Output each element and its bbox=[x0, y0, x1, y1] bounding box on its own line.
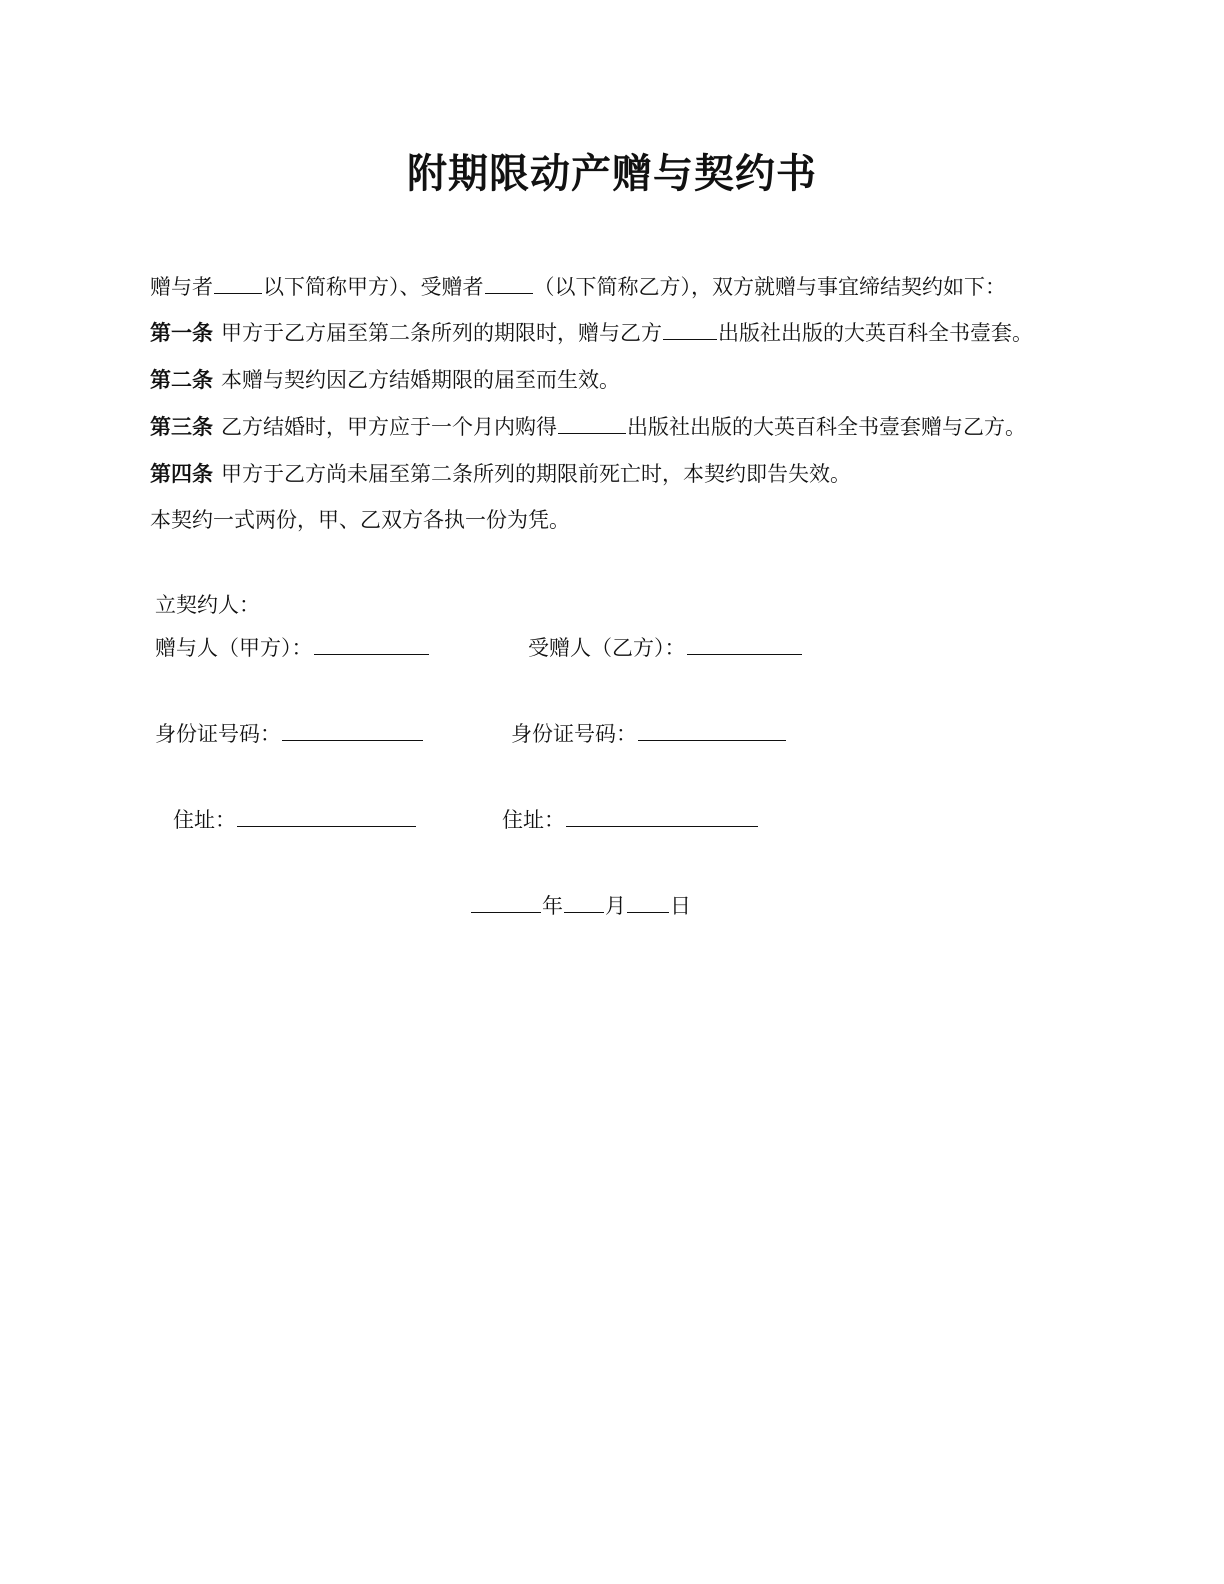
date-line bbox=[470, 891, 691, 921]
donee-id-label: 身份证号码： bbox=[511, 722, 637, 746]
donor-label: 赠与人（甲方）： bbox=[155, 636, 313, 660]
donor-name-blank bbox=[214, 273, 262, 294]
signatories-heading: 立契约人： bbox=[155, 593, 260, 617]
donee-signature-blank bbox=[687, 634, 802, 655]
document-title: 附期限动产赠与契约书 bbox=[407, 151, 817, 197]
publisher-blank-2 bbox=[558, 413, 626, 434]
article-3-text-a: 乙方结婚时，甲方应于一个月内购得 bbox=[221, 415, 557, 439]
donee-id-blank bbox=[638, 720, 786, 741]
donee-address-blank bbox=[566, 806, 758, 827]
month-label: 月 bbox=[605, 894, 626, 918]
article-4-label: 第四条 bbox=[150, 462, 213, 486]
article-1-text-a: 甲方于乙方届至第二条所列的期限时，赠与乙方 bbox=[221, 321, 662, 345]
intro-text-donor: 赠与者 bbox=[150, 275, 213, 299]
article-1 bbox=[150, 318, 1033, 348]
publisher-blank-1 bbox=[663, 319, 717, 340]
donor-id-blank bbox=[282, 720, 423, 741]
article-2-label: 第二条 bbox=[150, 368, 213, 392]
donor-address-blank bbox=[237, 806, 416, 827]
donor-signature-line bbox=[155, 633, 430, 663]
article-3-label: 第三条 bbox=[150, 415, 213, 439]
intro-paragraph bbox=[150, 272, 1006, 302]
donee-address-line bbox=[502, 805, 759, 835]
article-1-label: 第一条 bbox=[150, 321, 213, 345]
intro-text-rest: （以下简称乙方），双方就赠与事宜缔结契约如下： bbox=[533, 275, 1006, 299]
donee-id-line bbox=[511, 719, 787, 749]
day-label: 日 bbox=[670, 894, 691, 918]
donor-address-label: 住址： bbox=[173, 808, 236, 832]
article-4 bbox=[150, 459, 851, 489]
donor-signature-blank bbox=[314, 634, 429, 655]
donee-signature-line bbox=[528, 633, 803, 663]
donor-id-label: 身份证号码： bbox=[155, 722, 281, 746]
donee-label: 受赠人（乙方）： bbox=[528, 636, 686, 660]
article-2-text: 本赠与契约因乙方结婚期限的届至而生效。 bbox=[221, 368, 620, 392]
article-1-text-b: 出版社出版的大英百科全书壹套。 bbox=[718, 321, 1033, 345]
month-blank bbox=[564, 892, 604, 913]
article-2 bbox=[150, 365, 620, 395]
donor-id-line bbox=[155, 719, 424, 749]
article-3 bbox=[150, 412, 1026, 442]
closing-statement: 本契约一式两份，甲、乙双方各执一份为凭。 bbox=[150, 508, 570, 532]
donor-address-line bbox=[173, 805, 417, 835]
donee-name-blank bbox=[485, 273, 533, 294]
day-blank bbox=[627, 892, 669, 913]
article-3-text-b: 出版社出版的大英百科全书壹套赠与乙方。 bbox=[627, 415, 1026, 439]
year-label: 年 bbox=[542, 894, 563, 918]
year-blank bbox=[471, 892, 541, 913]
intro-text-donee: 以下简称甲方）、受赠者 bbox=[263, 275, 484, 299]
donee-address-label: 住址： bbox=[502, 808, 565, 832]
article-4-text: 甲方于乙方尚未届至第二条所列的期限前死亡时，本契约即告失效。 bbox=[221, 462, 851, 486]
